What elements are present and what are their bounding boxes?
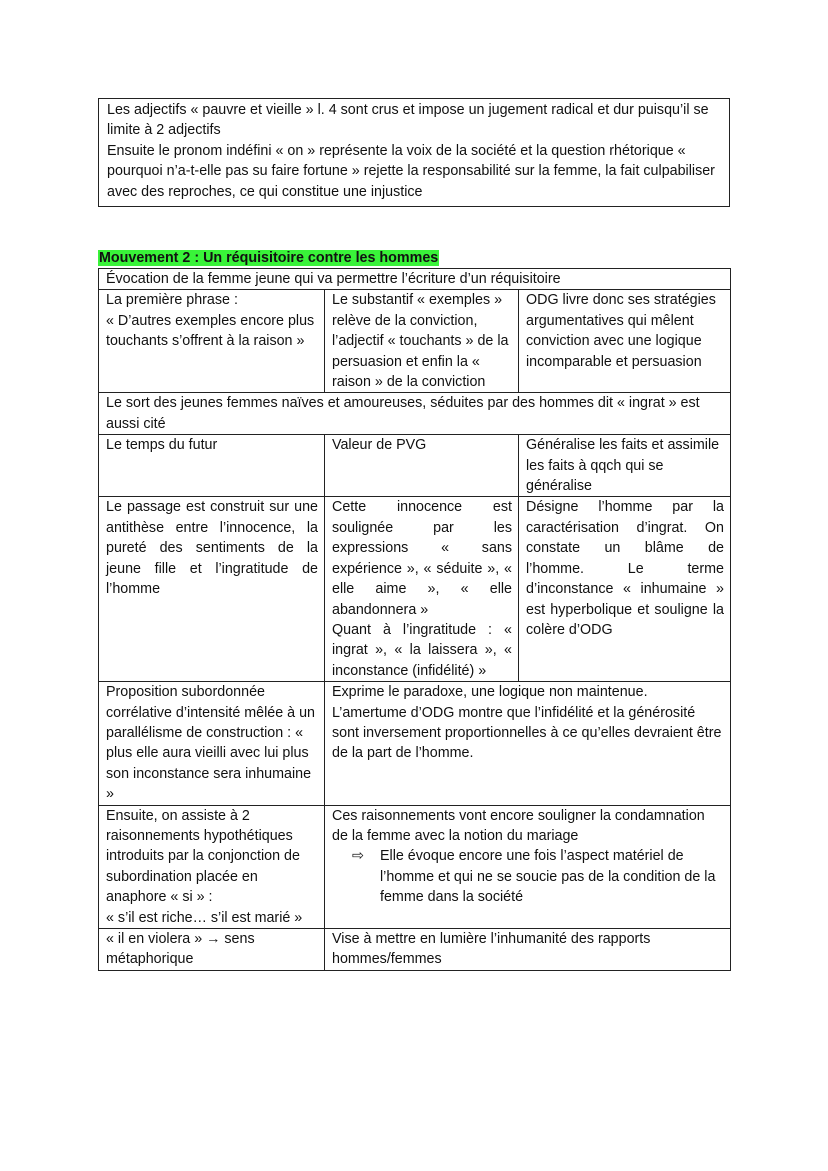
cell-text: « s’il est riche… s’il est marié »: [106, 909, 303, 926]
table-cell: Le sort des jeunes femmes naïves et amoureuses, séduites par des hommes dit « ingrat » est aussi cité: [99, 393, 731, 435]
table-cell: Le passage est construit sur une antithèse entre l’innocence, la pureté des sentiments de la jeune fille et l’ingratitude de l’homme: [99, 497, 325, 682]
cell-text: Cette innocence est soulignée par les expressions « sans expérience », « séduite », « elle aime », « elle abandonnera »: [332, 499, 512, 618]
bullet-item: [332, 846, 724, 907]
table-cell: Vise à mettre en lumière l’inhumanité des rapports hommes/femmes: [325, 929, 731, 971]
table-cell: ODG livre donc ses stratégies argumentatives qui mêlent conviction avec une logique incomparable et persuasion: [519, 290, 731, 393]
cell-text: « D’autres exemples encore plus touchants s’offrent à la raison »: [106, 312, 315, 350]
table-cell: Valeur de PVG: [325, 435, 519, 497]
table-cell: Proposition subordonnée corrélative d’intensité mêlée à un parallélisme de construction : « plus elle aura vieilli avec lui plus son inconstance sera inhumaine »: [99, 682, 325, 805]
cell-text: Quant à l’ingratitude : « ingrat », « la laissera », « inconstance (infidélité) »: [332, 621, 512, 679]
analysis-table: [98, 268, 731, 971]
table-cell: Le temps du futur: [99, 435, 325, 497]
cell-text: Exprime le paradoxe, une logique non maintenue.: [332, 684, 648, 701]
table-row: [99, 805, 731, 928]
table-cell: [325, 497, 519, 682]
intro-paragraph-1: Les adjectifs « pauvre et vieille » l. 4 sont crus et impose un jugement radical et dur puisqu’il se limite à 2 adjectifs: [107, 102, 709, 139]
table-cell: [325, 682, 731, 805]
table-row: [99, 682, 731, 805]
table-row: [99, 435, 731, 497]
table-row: [99, 929, 731, 971]
table-row: [99, 393, 731, 435]
table-cell: Le substantif « exemples » relève de la conviction, l’adjectif « touchants » de la persuasion et enfin la « raison » de la conviction: [325, 290, 519, 393]
table-cell: [99, 805, 325, 928]
table-row: [99, 497, 731, 682]
table-cell: « il en violera » → sens métaphorique: [99, 929, 325, 971]
table-cell: Évocation de la femme jeune qui va permettre l’écriture d’un réquisitoire: [99, 269, 731, 290]
intro-text-box: [98, 98, 730, 207]
cell-text: Ces raisonnements vont encore souligner la condamnation de la femme avec la notion du mariage: [332, 807, 705, 844]
table-row: [99, 290, 731, 393]
bullet-text: Elle évoque encore une fois l’aspect matériel de l’homme et qui ne se soucie pas de la condition de la femme dans la société: [380, 848, 716, 906]
table-cell: Désigne l’homme par la caractérisation d’ingrat. On constate un blâme de l’homme. Le terme d’inconstance « inhumaine » est hyperbolique et souligne la colère d’ODG: [519, 497, 731, 682]
table-cell: Généralise les faits et assimile les faits à qqch qui se généralise: [519, 435, 731, 497]
section-heading: [98, 249, 439, 268]
intro-paragraph-2: Ensuite le pronom indéfini « on » représente la voix de la société et la question rhétorique « pourquoi n’a-t-elle pas su faire fortune » rejette la responsabilité sur la femme, la fait culpabiliser avec des reproches, ce qui constitue une injustice: [107, 142, 715, 200]
arrow-bullet-icon: ⇨: [352, 848, 364, 865]
table-cell: [325, 805, 731, 928]
table-cell: [99, 290, 325, 393]
cell-text: L’amertume d’ODG montre que l’infidélité et la générosité sont inversement proportionnelles à ce qu’elles devraient être de la part de l’homme.: [332, 704, 722, 762]
table-row: [99, 269, 731, 290]
cell-text: La première phrase :: [106, 292, 238, 309]
section-heading-text: Mouvement 2 : Un réquisitoire contre les hommes: [99, 250, 439, 266]
cell-text: Ensuite, on assiste à 2 raisonnements hypothétiques introduits par la conjonction de subordination placée en anaphore « si » :: [106, 807, 300, 906]
